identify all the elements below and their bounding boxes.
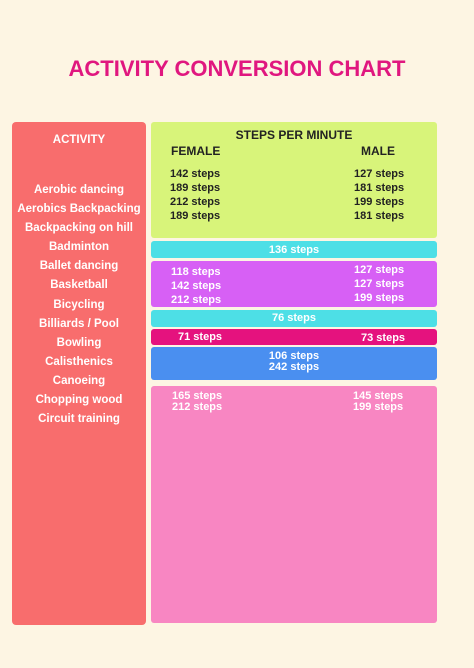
activity-item: Badminton	[48, 241, 110, 254]
activity-item: Bicycling	[53, 298, 105, 311]
male-value: 127 steps	[354, 278, 405, 290]
activity-item: Aerobic dancing	[33, 184, 125, 196]
steps-block-7	[151, 386, 437, 623]
male-value: 127 steps	[354, 168, 405, 180]
male-header: MALE	[361, 144, 395, 158]
male-value: 181 steps	[354, 182, 405, 194]
female-value: 212 steps	[172, 401, 223, 413]
female-value: 142 steps	[171, 280, 222, 292]
male-value: 199 steps	[353, 401, 404, 413]
activity-column	[12, 122, 146, 625]
female-header: FEMALE	[171, 144, 221, 158]
steps-block-5	[151, 329, 437, 345]
female-value: 142 steps	[170, 168, 221, 180]
activity-item: Aerobics Backpacking	[17, 203, 141, 216]
male-value: 199 steps	[354, 292, 405, 304]
steps-block-4	[151, 310, 437, 327]
chart-title: ACTIVITY CONVERSION CHART	[68, 56, 406, 81]
male-value: 127 steps	[354, 264, 405, 276]
female-value: 189 steps	[170, 182, 221, 194]
activity-list	[12, 181, 146, 429]
male-value: 73 steps	[361, 332, 406, 344]
combined-value: 136 steps	[268, 244, 320, 256]
steps-block-1	[151, 122, 437, 238]
activity-item: Chopping wood	[35, 394, 123, 407]
female-value: 189 steps	[170, 210, 221, 222]
activity-header: ACTIVITY	[52, 134, 106, 146]
female-value: 212 steps	[170, 196, 221, 208]
combined-value: 76 steps	[271, 312, 317, 324]
female-value: 118 steps	[171, 266, 221, 278]
activity-item: Canoeing	[52, 374, 106, 387]
activity-item: Bowling	[56, 336, 102, 349]
steps-block-2	[151, 241, 437, 258]
male-value: 181 steps	[354, 210, 405, 222]
steps-header: STEPS PER MINUTE	[235, 128, 353, 142]
activity-item: Basketball	[50, 279, 108, 292]
activity-item: Billiards / Pool	[39, 317, 119, 330]
steps-block-3	[151, 261, 437, 307]
male-value: 199 steps	[354, 196, 405, 208]
activity-item: Backpacking on hill	[25, 222, 133, 235]
female-value: 165 steps	[172, 390, 223, 402]
female-value: 212 steps	[171, 294, 222, 306]
combined-value: 242 steps	[268, 361, 320, 373]
steps-block-6	[151, 347, 437, 380]
male-value: 145 steps	[353, 390, 404, 402]
activity-item: Circuit training	[38, 413, 120, 426]
female-value: 71 steps	[178, 331, 223, 343]
activity-item: Calisthenics	[45, 355, 113, 368]
combined-value: 106 steps	[268, 350, 320, 362]
activity-item: Ballet dancing	[39, 260, 119, 273]
